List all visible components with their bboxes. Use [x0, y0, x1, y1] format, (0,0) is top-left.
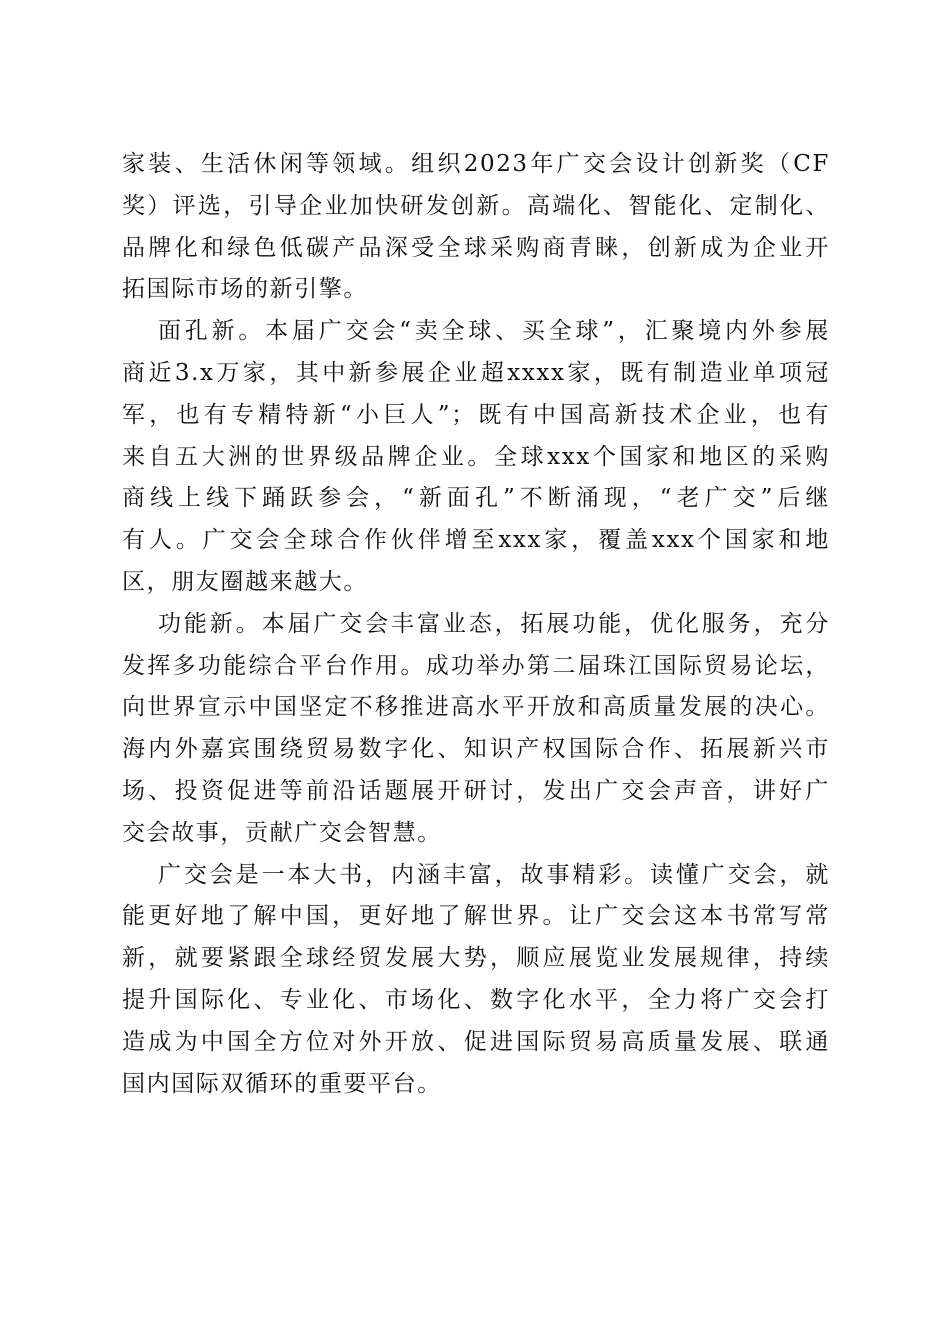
- paragraph-new-functions: [122, 604, 830, 855]
- text-line: 提升国际化、专业化、市场化、数字化水平，全力将广交会打: [122, 986, 830, 1013]
- text-line: 商线上线下踊跃参会，“新面孔”不断涌现，“老广交”后继: [122, 485, 830, 512]
- text-line: 新，就要紧跟全球经贸发展大势，顺应展览业发展规律，持续: [122, 945, 830, 972]
- text-line: 品牌化和绿色低碳产品深受全球采购商青睐，创新成为企业开: [122, 234, 830, 261]
- document-body: [122, 144, 830, 1105]
- text-line: 家装、生活休闲等领域。组织2023年广交会设计创新奖（CF: [122, 151, 830, 177]
- paragraph-new-faces: [122, 311, 830, 604]
- text-line: 拓国际市场的新引擎。: [122, 276, 368, 303]
- text-line: 功能新。本届广交会丰富业态，拓展功能，优化服务，充分: [158, 610, 830, 637]
- text-line: 交会故事，贡献广交会智慧。: [122, 819, 442, 846]
- text-line: 军，也有专精特新“小巨人”；既有中国高新技术企业，也有: [122, 401, 830, 428]
- text-line: 场、投资促进等前沿话题展开研讨，发出广交会声音，讲好广: [122, 777, 830, 804]
- paragraph-cf-award: [122, 144, 830, 311]
- text-line: 商近3.x万家，其中新参展企业超xxxx家，既有制造业单项冠: [122, 359, 830, 386]
- text-line: 区，朋友圈越来越大。: [122, 568, 368, 595]
- text-line: 能更好地了解中国，更好地了解世界。让广交会这本书常写常: [122, 903, 830, 930]
- text-line: 有人。广交会全球合作伙伴增至xxx家，覆盖xxx个国家和地: [122, 527, 830, 554]
- text-line: 面孔新。本届广交会“卖全球、买全球”，汇聚境内外参展: [158, 318, 830, 345]
- text-line: 海内外嘉宾围绕贸易数字化、知识产权国际合作、拓展新兴市: [122, 736, 830, 763]
- text-line: 来自五大洲的世界级品牌企业。全球xxx个国家和地区的采购: [122, 443, 830, 470]
- text-line: 向世界宣示中国坚定不移推进高水平开放和高质量发展的决心。: [122, 694, 830, 721]
- paragraph-conclusion: [122, 855, 830, 1106]
- text-line: 发挥多功能综合平台作用。成功举办第二届珠江国际贸易论坛，: [122, 652, 830, 679]
- text-line: 国内国际双循环的重要平台。: [122, 1070, 442, 1097]
- text-line: 广交会是一本大书，内涵丰富，故事精彩。读懂广交会，就: [158, 861, 830, 888]
- text-line: 奖）评选，引导企业加快研发创新。高端化、智能化、定制化、: [122, 192, 830, 219]
- text-line: 造成为中国全方位对外开放、促进国际贸易高质量发展、联通: [122, 1028, 830, 1055]
